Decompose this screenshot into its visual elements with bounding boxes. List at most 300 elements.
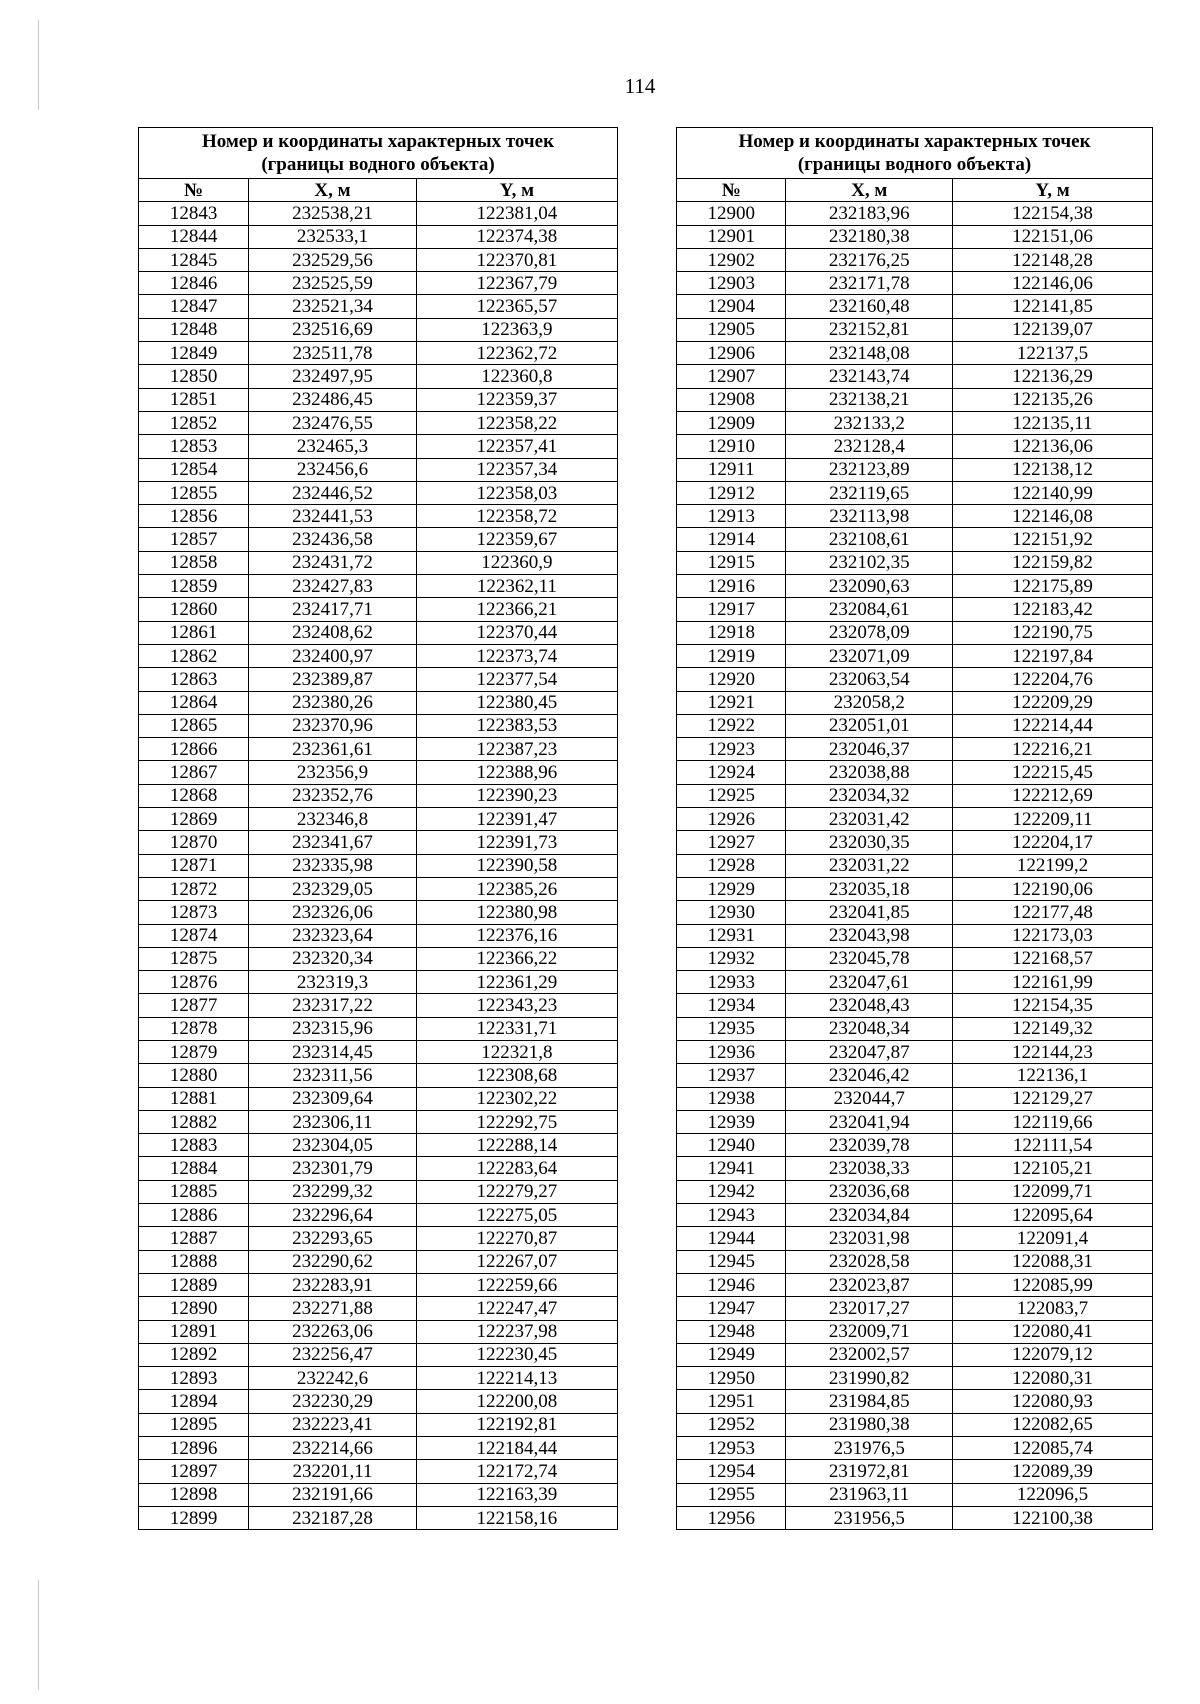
y-coordinate-cell: 122199,2 (953, 854, 1153, 877)
y-coordinate-cell: 122161,99 (953, 971, 1153, 994)
x-coordinate-cell: 232187,28 (249, 1506, 417, 1529)
point-number-cell: 12932 (677, 947, 786, 970)
y-coordinate-cell: 122089,39 (953, 1460, 1153, 1483)
table-row (677, 481, 1153, 504)
table-row (677, 808, 1153, 831)
table-row (139, 1390, 618, 1413)
y-coordinate-cell: 122376,16 (416, 924, 617, 947)
x-coordinate-cell: 232201,11 (249, 1460, 417, 1483)
x-coordinate-cell: 232306,11 (249, 1110, 417, 1133)
y-coordinate-cell: 122387,23 (416, 738, 617, 761)
point-number-cell: 12895 (139, 1413, 249, 1436)
table-row (677, 1040, 1153, 1063)
x-coordinate-cell: 232323,64 (249, 924, 417, 947)
x-coordinate-cell: 232023,87 (786, 1273, 953, 1296)
point-number-cell: 12925 (677, 784, 786, 807)
point-number-cell: 12918 (677, 621, 786, 644)
point-number-cell: 12942 (677, 1180, 786, 1203)
y-coordinate-cell: 122390,23 (416, 784, 617, 807)
y-coordinate-cell: 122237,98 (416, 1320, 617, 1343)
y-coordinate-cell: 122292,75 (416, 1110, 617, 1133)
y-coordinate-cell: 122380,45 (416, 691, 617, 714)
point-number-cell: 12903 (677, 272, 786, 295)
table-row (677, 411, 1153, 434)
point-number-cell: 12951 (677, 1390, 786, 1413)
point-number-cell: 12922 (677, 714, 786, 737)
x-coordinate-cell: 232043,98 (786, 924, 953, 947)
table-row (139, 458, 618, 481)
y-coordinate-cell: 122151,92 (953, 528, 1153, 551)
point-number-cell: 12931 (677, 924, 786, 947)
y-coordinate-cell: 122099,71 (953, 1180, 1153, 1203)
point-number-cell: 12853 (139, 435, 249, 458)
point-number-cell: 12852 (139, 411, 249, 434)
table-body (677, 202, 1153, 1530)
x-coordinate-cell: 232108,61 (786, 528, 953, 551)
table-row (677, 505, 1153, 528)
caption-line-2: (границы водного объекта) (261, 154, 495, 175)
x-coordinate-cell: 232031,42 (786, 808, 953, 831)
table-row (677, 901, 1153, 924)
x-coordinate-cell: 232039,78 (786, 1134, 953, 1157)
table-body (139, 202, 618, 1530)
x-coordinate-cell: 232315,96 (249, 1017, 417, 1040)
y-coordinate-cell: 122200,08 (416, 1390, 617, 1413)
y-coordinate-cell: 122085,99 (953, 1273, 1153, 1296)
x-coordinate-cell: 232035,18 (786, 877, 953, 900)
y-coordinate-cell: 122360,8 (416, 365, 617, 388)
table-row (139, 435, 618, 458)
x-coordinate-cell: 232230,29 (249, 1390, 417, 1413)
x-coordinate-cell: 232045,78 (786, 947, 953, 970)
x-coordinate-cell: 232223,41 (249, 1413, 417, 1436)
point-number-cell: 12919 (677, 644, 786, 667)
table-row (139, 1017, 618, 1040)
x-coordinate-cell: 232317,22 (249, 994, 417, 1017)
x-coordinate-cell: 232113,98 (786, 505, 953, 528)
point-number-cell: 12857 (139, 528, 249, 551)
table-row (139, 318, 618, 341)
y-coordinate-cell: 122192,81 (416, 1413, 617, 1436)
table-row (677, 854, 1153, 877)
y-coordinate-cell: 122377,54 (416, 668, 617, 691)
x-coordinate-cell: 232242,6 (249, 1367, 417, 1390)
caption-line-1: Номер и координаты характерных точек (738, 131, 1091, 152)
y-coordinate-cell: 122095,64 (953, 1204, 1153, 1227)
y-coordinate-cell: 122390,58 (416, 854, 617, 877)
page-number: 114 (624, 74, 656, 98)
x-coordinate-cell: 232009,71 (786, 1320, 953, 1343)
table-row (139, 411, 618, 434)
y-coordinate-cell: 122190,06 (953, 877, 1153, 900)
table-row (139, 971, 618, 994)
table-row (139, 248, 618, 271)
y-coordinate-cell: 122204,17 (953, 831, 1153, 854)
x-coordinate-cell: 232084,61 (786, 598, 953, 621)
y-coordinate-cell: 122358,72 (416, 505, 617, 528)
y-coordinate-cell: 122204,76 (953, 668, 1153, 691)
point-number-cell: 12865 (139, 714, 249, 737)
y-coordinate-cell: 122183,42 (953, 598, 1153, 621)
table-row (139, 1180, 618, 1203)
point-number-cell: 12914 (677, 528, 786, 551)
table-row (677, 784, 1153, 807)
y-coordinate-cell: 122129,27 (953, 1087, 1153, 1110)
table-row (139, 1250, 618, 1273)
x-coordinate-cell: 232314,45 (249, 1040, 417, 1063)
x-coordinate-cell: 232038,88 (786, 761, 953, 784)
point-number-cell: 12910 (677, 435, 786, 458)
y-coordinate-cell: 122159,82 (953, 551, 1153, 574)
y-coordinate-cell: 122374,38 (416, 225, 617, 248)
table-row (677, 1134, 1153, 1157)
y-coordinate-cell: 122135,11 (953, 411, 1153, 434)
y-coordinate-cell: 122085,74 (953, 1437, 1153, 1460)
point-number-cell: 12924 (677, 761, 786, 784)
y-coordinate-cell: 122091,4 (953, 1227, 1153, 1250)
y-coordinate-cell: 122366,22 (416, 947, 617, 970)
point-number-cell: 12869 (139, 808, 249, 831)
table-row (139, 1227, 618, 1250)
y-coordinate-cell: 122111,54 (953, 1134, 1153, 1157)
x-coordinate-cell: 232533,1 (249, 225, 417, 248)
y-coordinate-cell: 122136,1 (953, 1064, 1153, 1087)
y-coordinate-cell: 122366,21 (416, 598, 617, 621)
y-coordinate-cell: 122362,72 (416, 342, 617, 365)
point-number-cell: 12870 (139, 831, 249, 854)
y-coordinate-cell: 122321,8 (416, 1040, 617, 1063)
table-row (139, 295, 618, 318)
table-row (139, 1157, 618, 1180)
y-coordinate-cell: 122259,66 (416, 1273, 617, 1296)
y-coordinate-cell: 122140,99 (953, 481, 1153, 504)
point-number-cell: 12902 (677, 248, 786, 271)
x-coordinate-cell: 232400,97 (249, 644, 417, 667)
table-row (677, 831, 1153, 854)
x-coordinate-cell: 231980,38 (786, 1413, 953, 1436)
point-number-cell: 12887 (139, 1227, 249, 1250)
table-row (139, 1367, 618, 1390)
table-row (677, 924, 1153, 947)
x-coordinate-cell: 232191,66 (249, 1483, 417, 1506)
table-row (677, 1273, 1153, 1296)
point-number-cell: 12934 (677, 994, 786, 1017)
column-header-y: Y, м (416, 179, 617, 202)
table-row (139, 621, 618, 644)
x-coordinate-cell: 231963,11 (786, 1483, 953, 1506)
x-coordinate-cell: 232497,95 (249, 365, 417, 388)
x-coordinate-cell: 232051,01 (786, 714, 953, 737)
x-coordinate-cell: 232326,06 (249, 901, 417, 924)
table-row (139, 1064, 618, 1087)
y-coordinate-cell: 122367,79 (416, 272, 617, 295)
x-coordinate-cell: 232138,21 (786, 388, 953, 411)
table-row (139, 1320, 618, 1343)
y-coordinate-cell: 122209,11 (953, 808, 1153, 831)
point-number-cell: 12893 (139, 1367, 249, 1390)
x-coordinate-cell: 232352,76 (249, 784, 417, 807)
coordinates-table-right (676, 127, 1153, 1530)
point-number-cell: 12884 (139, 1157, 249, 1180)
y-coordinate-cell: 122391,47 (416, 808, 617, 831)
x-coordinate-cell: 232408,62 (249, 621, 417, 644)
point-number-cell: 12912 (677, 481, 786, 504)
column-header-number: № (139, 179, 249, 202)
point-number-cell: 12933 (677, 971, 786, 994)
point-number-cell: 12907 (677, 365, 786, 388)
y-coordinate-cell: 122380,98 (416, 901, 617, 924)
table-row (139, 272, 618, 295)
x-coordinate-cell: 232431,72 (249, 551, 417, 574)
x-coordinate-cell: 232441,53 (249, 505, 417, 528)
y-coordinate-cell: 122391,73 (416, 831, 617, 854)
table-row (677, 644, 1153, 667)
y-coordinate-cell: 122135,26 (953, 388, 1153, 411)
y-coordinate-cell: 122158,16 (416, 1506, 617, 1529)
x-coordinate-cell: 232160,48 (786, 295, 953, 318)
point-number-cell: 12939 (677, 1110, 786, 1133)
x-coordinate-cell: 232030,35 (786, 831, 953, 854)
x-coordinate-cell: 232525,59 (249, 272, 417, 295)
y-coordinate-cell: 122137,5 (953, 342, 1153, 365)
y-coordinate-cell: 122136,06 (953, 435, 1153, 458)
table-row (139, 1134, 618, 1157)
table-row (139, 1204, 618, 1227)
y-coordinate-cell: 122190,75 (953, 621, 1153, 644)
table-row (677, 365, 1153, 388)
table-row (677, 668, 1153, 691)
x-coordinate-cell: 232446,52 (249, 481, 417, 504)
x-coordinate-cell: 232256,47 (249, 1343, 417, 1366)
table-row (139, 1413, 618, 1436)
x-coordinate-cell: 232329,05 (249, 877, 417, 900)
point-number-cell: 12880 (139, 1064, 249, 1087)
point-number-cell: 12901 (677, 225, 786, 248)
y-coordinate-cell: 122358,22 (416, 411, 617, 434)
y-coordinate-cell: 122383,53 (416, 714, 617, 737)
x-coordinate-cell: 232320,34 (249, 947, 417, 970)
x-coordinate-cell: 232293,65 (249, 1227, 417, 1250)
table-row (677, 551, 1153, 574)
table-row (139, 598, 618, 621)
caption-line-1: Номер и координаты характерных точек (201, 131, 555, 152)
y-coordinate-cell: 122275,05 (416, 1204, 617, 1227)
x-coordinate-cell: 232417,71 (249, 598, 417, 621)
table-row (139, 924, 618, 947)
table-row (677, 1437, 1153, 1460)
point-number-cell: 12948 (677, 1320, 786, 1343)
table-row (139, 1273, 618, 1296)
table-row (677, 1460, 1153, 1483)
point-number-cell: 12949 (677, 1343, 786, 1366)
point-number-cell: 12938 (677, 1087, 786, 1110)
x-coordinate-cell: 232516,69 (249, 318, 417, 341)
y-coordinate-cell: 122163,39 (416, 1483, 617, 1506)
table-row (677, 388, 1153, 411)
point-number-cell: 12955 (677, 1483, 786, 1506)
table-row (677, 575, 1153, 598)
point-number-cell: 12947 (677, 1297, 786, 1320)
x-coordinate-cell: 232356,9 (249, 761, 417, 784)
caption-line-2: (границы водного объекта) (797, 154, 1032, 175)
table-row (677, 202, 1153, 225)
point-number-cell: 12940 (677, 1134, 786, 1157)
x-coordinate-cell: 232063,54 (786, 668, 953, 691)
point-number-cell: 12899 (139, 1506, 249, 1529)
table-row (139, 668, 618, 691)
point-number-cell: 12885 (139, 1180, 249, 1203)
table-row (139, 1110, 618, 1133)
table-row (139, 1506, 618, 1529)
point-number-cell: 12877 (139, 994, 249, 1017)
x-coordinate-cell: 232370,96 (249, 714, 417, 737)
y-coordinate-cell: 122370,81 (416, 248, 617, 271)
y-coordinate-cell: 122212,69 (953, 784, 1153, 807)
x-coordinate-cell: 232143,74 (786, 365, 953, 388)
table-row (139, 225, 618, 248)
point-number-cell: 12843 (139, 202, 249, 225)
x-coordinate-cell: 232102,35 (786, 551, 953, 574)
x-coordinate-cell: 232271,88 (249, 1297, 417, 1320)
x-coordinate-cell: 232046,37 (786, 738, 953, 761)
table-row (677, 528, 1153, 551)
table-row (139, 691, 618, 714)
y-coordinate-cell: 122119,66 (953, 1110, 1153, 1133)
table-row (677, 1390, 1153, 1413)
y-coordinate-cell: 122365,57 (416, 295, 617, 318)
point-number-cell: 12850 (139, 365, 249, 388)
y-coordinate-cell: 122359,37 (416, 388, 617, 411)
point-number-cell: 12900 (677, 202, 786, 225)
table-row (677, 691, 1153, 714)
point-number-cell: 12864 (139, 691, 249, 714)
point-number-cell: 12872 (139, 877, 249, 900)
y-coordinate-cell: 122177,48 (953, 901, 1153, 924)
x-coordinate-cell: 232456,6 (249, 458, 417, 481)
x-coordinate-cell: 232283,91 (249, 1273, 417, 1296)
y-coordinate-cell: 122168,57 (953, 947, 1153, 970)
table-row (139, 784, 618, 807)
table-row (139, 994, 618, 1017)
x-coordinate-cell: 231990,82 (786, 1367, 953, 1390)
point-number-cell: 12873 (139, 901, 249, 924)
x-coordinate-cell: 232361,61 (249, 738, 417, 761)
table-row (139, 505, 618, 528)
point-number-cell: 12874 (139, 924, 249, 947)
y-coordinate-cell: 122146,06 (953, 272, 1153, 295)
x-coordinate-cell: 232214,66 (249, 1437, 417, 1460)
table-row (139, 644, 618, 667)
table-row (677, 248, 1153, 271)
y-coordinate-cell: 122096,5 (953, 1483, 1153, 1506)
y-coordinate-cell: 122230,45 (416, 1343, 617, 1366)
table-row (139, 342, 618, 365)
x-coordinate-cell: 232036,68 (786, 1180, 953, 1203)
point-number-cell: 12878 (139, 1017, 249, 1040)
x-coordinate-cell: 232529,56 (249, 248, 417, 271)
x-coordinate-cell: 232034,84 (786, 1204, 953, 1227)
point-number-cell: 12953 (677, 1437, 786, 1460)
point-number-cell: 12863 (139, 668, 249, 691)
y-coordinate-cell: 122358,03 (416, 481, 617, 504)
x-coordinate-cell: 232538,21 (249, 202, 417, 225)
table-row (139, 831, 618, 854)
table-row (139, 202, 618, 225)
x-coordinate-cell: 232183,96 (786, 202, 953, 225)
y-coordinate-cell: 122080,31 (953, 1367, 1153, 1390)
y-coordinate-cell: 122136,29 (953, 365, 1153, 388)
table-row (677, 458, 1153, 481)
x-coordinate-cell: 232436,58 (249, 528, 417, 551)
table-row (677, 1087, 1153, 1110)
y-coordinate-cell: 122331,71 (416, 1017, 617, 1040)
table-row (677, 272, 1153, 295)
y-coordinate-cell: 122357,34 (416, 458, 617, 481)
y-coordinate-cell: 122247,47 (416, 1297, 617, 1320)
point-number-cell: 12897 (139, 1460, 249, 1483)
point-number-cell: 12847 (139, 295, 249, 318)
x-coordinate-cell: 232031,22 (786, 854, 953, 877)
y-coordinate-cell: 122082,65 (953, 1413, 1153, 1436)
x-coordinate-cell: 232123,89 (786, 458, 953, 481)
point-number-cell: 12915 (677, 551, 786, 574)
x-coordinate-cell: 232465,3 (249, 435, 417, 458)
y-coordinate-cell: 122373,74 (416, 644, 617, 667)
y-coordinate-cell: 122154,35 (953, 994, 1153, 1017)
table-row (139, 388, 618, 411)
y-coordinate-cell: 122083,7 (953, 1297, 1153, 1320)
table-row (677, 1250, 1153, 1273)
point-number-cell: 12891 (139, 1320, 249, 1343)
x-coordinate-cell: 232034,32 (786, 784, 953, 807)
x-coordinate-cell: 232058,2 (786, 691, 953, 714)
table-row (677, 947, 1153, 970)
y-coordinate-cell: 122381,04 (416, 202, 617, 225)
x-coordinate-cell: 232071,09 (786, 644, 953, 667)
x-coordinate-cell: 232311,56 (249, 1064, 417, 1087)
point-number-cell: 12950 (677, 1367, 786, 1390)
x-coordinate-cell: 232002,57 (786, 1343, 953, 1366)
table-row (677, 761, 1153, 784)
x-coordinate-cell: 232152,81 (786, 318, 953, 341)
table-row (677, 318, 1153, 341)
table-row (139, 1040, 618, 1063)
x-coordinate-cell: 232341,67 (249, 831, 417, 854)
table-row (139, 1343, 618, 1366)
point-number-cell: 12860 (139, 598, 249, 621)
table-row (139, 365, 618, 388)
table-row (139, 1483, 618, 1506)
y-coordinate-cell: 122138,12 (953, 458, 1153, 481)
x-coordinate-cell: 232427,83 (249, 575, 417, 598)
table-row (139, 575, 618, 598)
point-number-cell: 12888 (139, 1250, 249, 1273)
point-number-cell: 12937 (677, 1064, 786, 1087)
point-number-cell: 12845 (139, 248, 249, 271)
table-row (677, 1506, 1153, 1529)
y-coordinate-cell: 122149,32 (953, 1017, 1153, 1040)
point-number-cell: 12913 (677, 505, 786, 528)
point-number-cell: 12844 (139, 225, 249, 248)
column-header-x: X, м (249, 179, 417, 202)
x-coordinate-cell: 232044,7 (786, 1087, 953, 1110)
point-number-cell: 12898 (139, 1483, 249, 1506)
y-coordinate-cell: 122146,08 (953, 505, 1153, 528)
x-coordinate-cell: 232048,34 (786, 1017, 953, 1040)
table-row (677, 225, 1153, 248)
table-row (677, 738, 1153, 761)
table-caption (677, 128, 1153, 179)
